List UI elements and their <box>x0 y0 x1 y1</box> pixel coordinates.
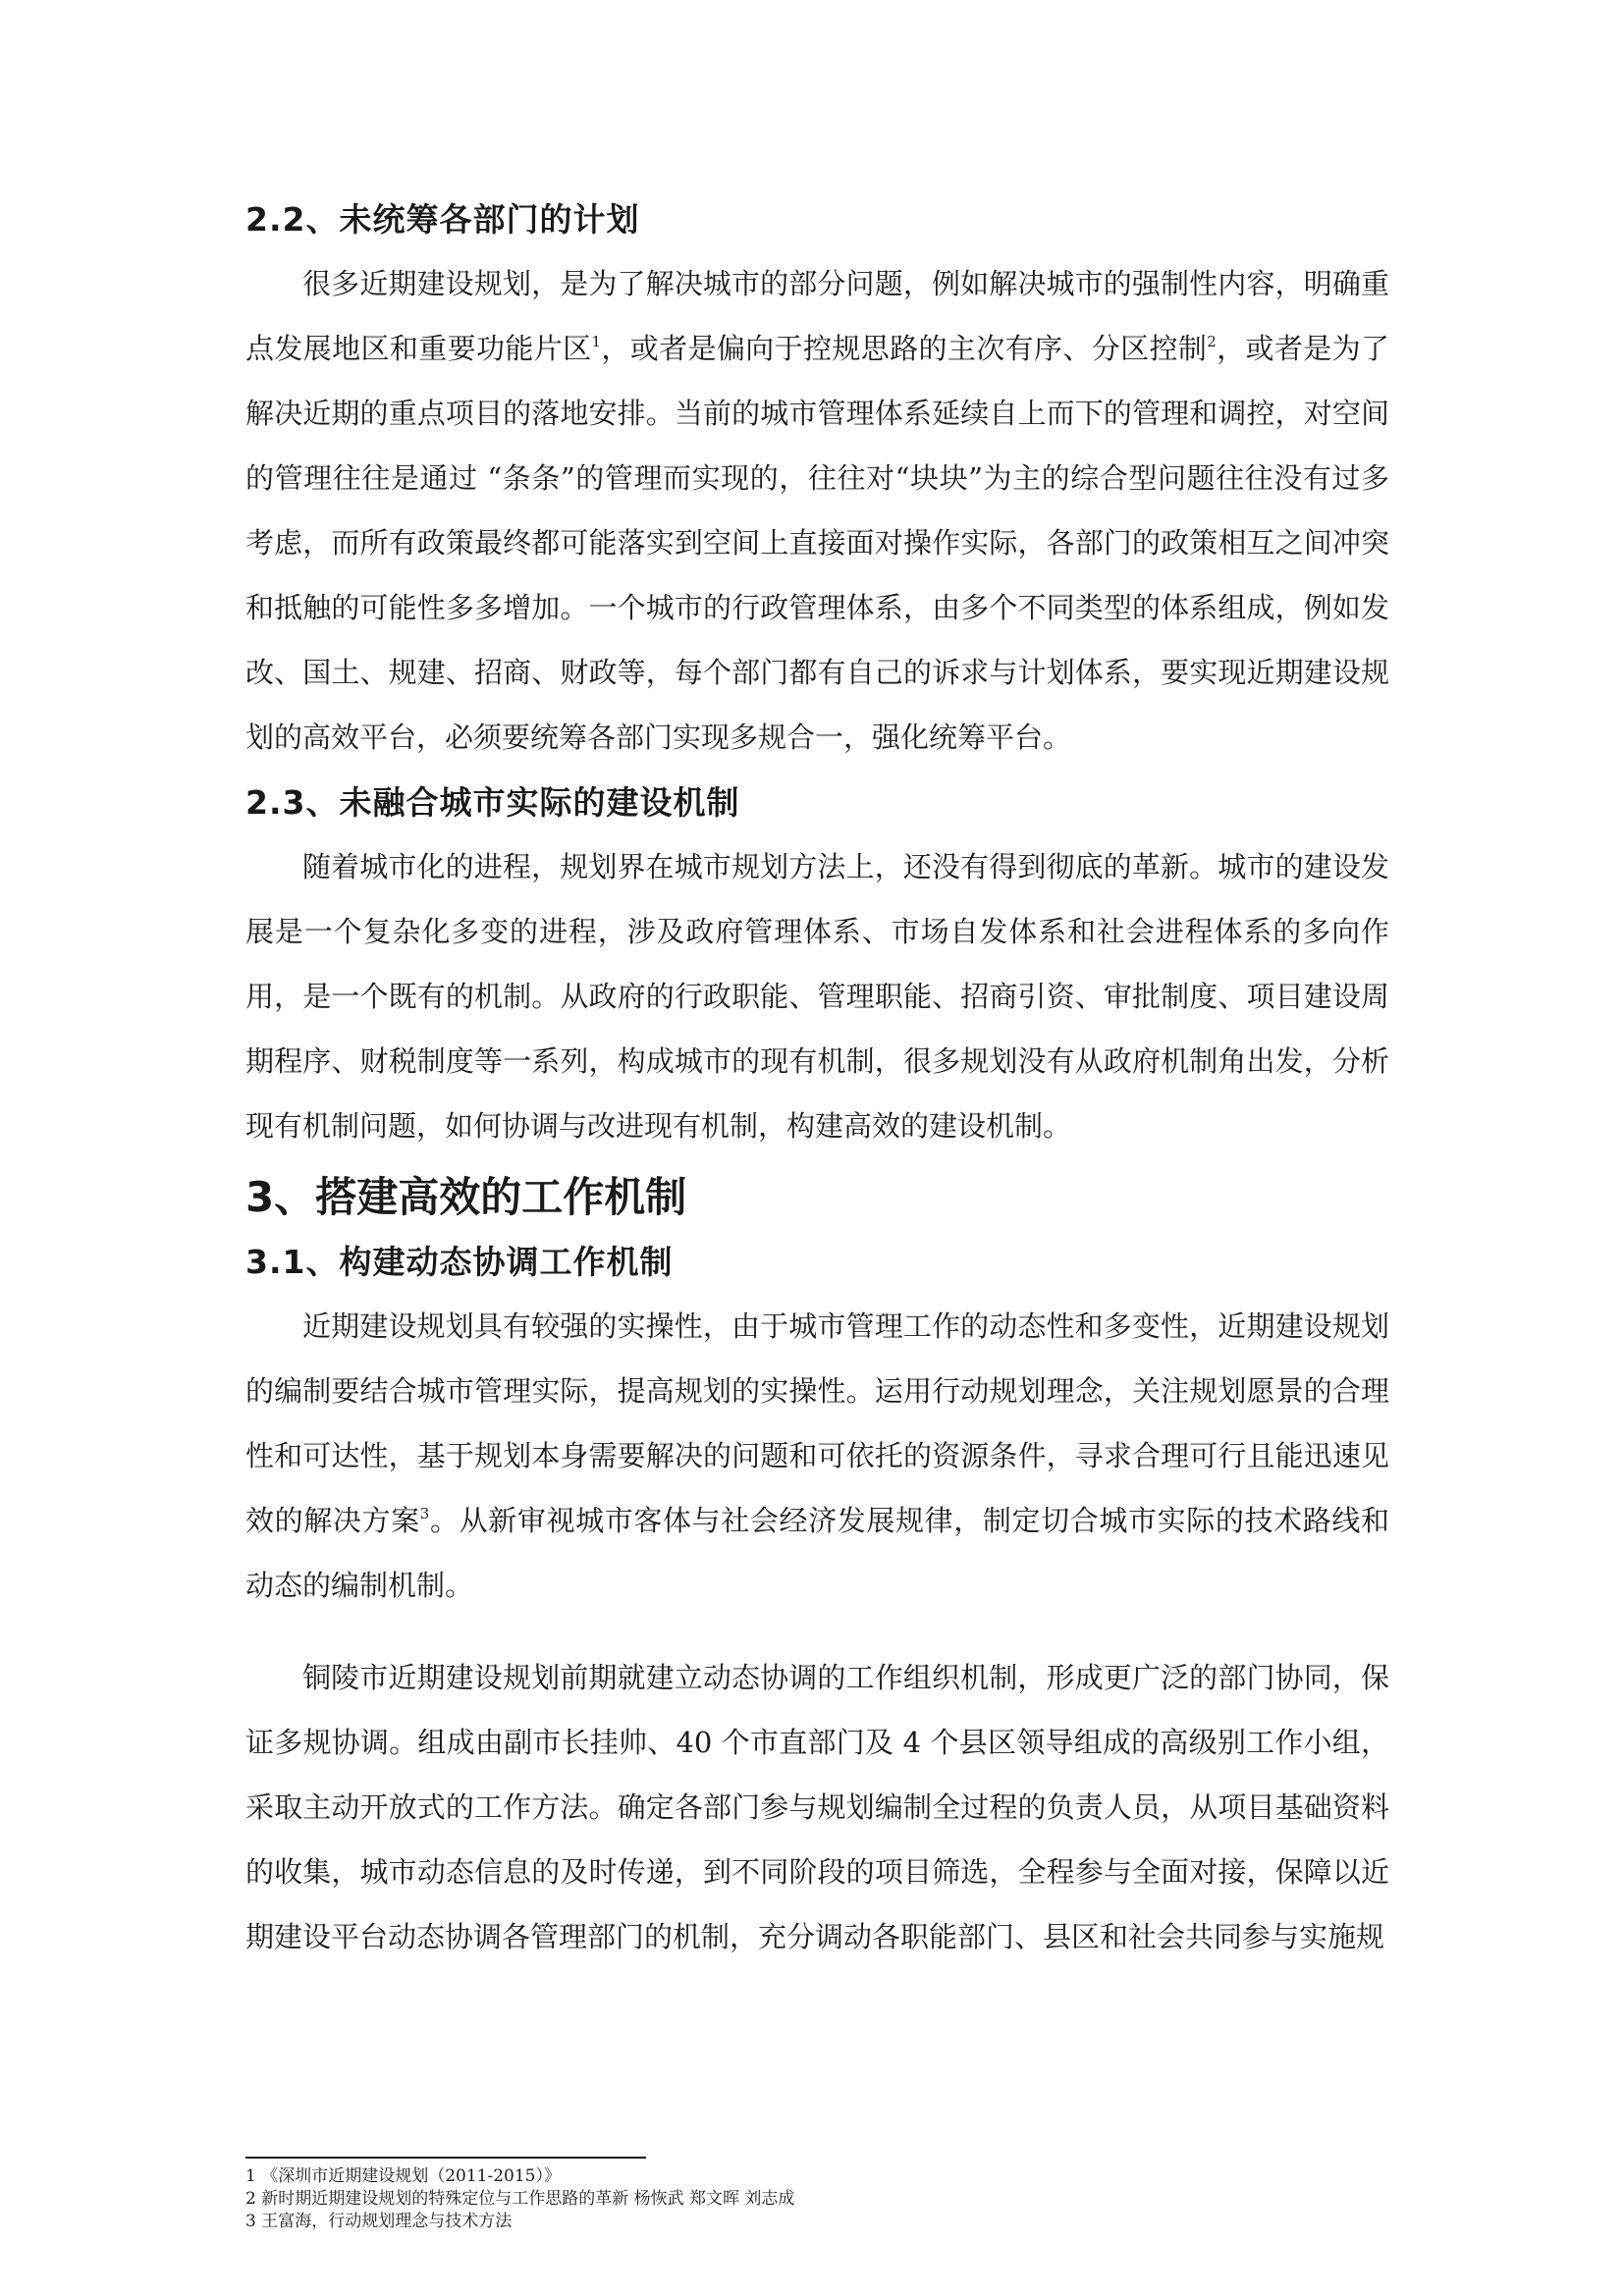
paragraph-2-3: 随着城市化的进程，规划界在城市规划方法上，还没有得到彻底的革新。城市的建设发展是一个复杂化多变的进程，涉及政府管理体系、市场自发体系和社会进程体系的多向作用，是一个既有的机制。从政府的行政职能、管理职能、招商引资、审批制度、项目建设周期程序、财税制度等一系列，构成城市的现有机制，很多规划没有从政府机制角出发，分析现有机制问题，如何协调与改进现有机制，构建高效的建设机制。 <box>245 850 1389 1143</box>
footnote-3: 3 王富海，行动规划理念与技术方法 <box>245 2212 513 2231</box>
paragraph-text: 。从新审视城市客体与社会经济发展规律，制定切合城市实际的技术路线和动态的编制机制。 <box>245 1504 1389 1602</box>
paragraph-3-1-b: 铜陵市近期建设规划前期就建立动态协调的工作组织机制，形成更广泛的部门协同，保证多规协调。组成由副市长挂帅、40 个市直部门及 4 个县区领导组成的高级别工作小组，采取主动开放式的工作方法。确定各部门参与规划编制全过程的负责人员，从项目基础资料的收集，城市动态信息的及时传递，到不同阶段的项目筛选，全程参与全面对接，保障以近期建设平台动态协调各管理部门的机制，充分调动各职能部门、县区和社会共同参与实施规 <box>245 1661 1389 1953</box>
paragraph-3-1-a <box>245 1294 1389 1618</box>
footnote-1: 1 《深圳市近期建设规划（2011-2015）》 <box>245 2166 561 2186</box>
paragraph-text: 近期建设规划具有较强的实操性，由于城市管理工作的动态性和多变性，近期建设规划的编制要结合城市管理实际，提高规划的实操性。运用行动规划理念，关注规划愿景的合理性和可达性，基于规划本身需要解决的问题和可依托的资源条件，寻求合理可行且能迅速见效的解决方案 <box>245 1309 1389 1537</box>
footnote-ref-3[interactable]: 3 <box>419 1505 430 1522</box>
footnotes <box>245 2165 1389 2233</box>
paragraph-text: ，或者是为了解决近期的重点项目的落地安排。当前的城市管理体系延续自上而下的管理和调控，对空间的管理往往是通过 “条条”的管理而实现的，往往对“块块”为主的综合型问题往往没有过多考虑，而所有政策最终都可能落实到空间上直接面对操作实际，各部门的政策相互之间冲突和抵触的可能性多多增加。一个城市的行政管理体系，由多个不同类型的体系组成，例如发改、国土、规建、招商、财政等，每个部门都有自己的诉求与计划体系，要实现近期建设规划的高效平台，必须要统筹各部门实现多规合一，强化统筹平台。 <box>245 332 1389 754</box>
footnote-divider <box>245 2157 646 2159</box>
footnote-2: 2 新时期近期建设规划的特殊定位与工作思路的革新 杨恢武 郑文晖 刘志成 <box>245 2189 795 2209</box>
paragraph-text: 很多近期建设规划，是为了解决城市的部分问题，例如解决城市的强制性内容，明确重点发展地区和重要功能片区 <box>245 267 1389 365</box>
section-heading-2-3: 2.3、未融合城市实际的建设机制 <box>245 783 740 822</box>
paragraph-text: ，或者是偏向于控规思路的主次有序、分区控制 <box>601 332 1208 365</box>
section-heading-3-1: 3.1、构建动态协调工作机制 <box>245 1243 674 1281</box>
chapter-heading-3: 3、搭建高效的工作机制 <box>245 1173 687 1221</box>
footnote-ref-2[interactable]: 2 <box>1207 333 1217 350</box>
section-heading-2-2: 2.2、未统筹各部门的计划 <box>245 200 640 239</box>
document-body <box>245 196 1389 1979</box>
footnote-ref-1[interactable]: 1 <box>591 333 602 350</box>
paragraph-2-2 <box>245 251 1389 770</box>
